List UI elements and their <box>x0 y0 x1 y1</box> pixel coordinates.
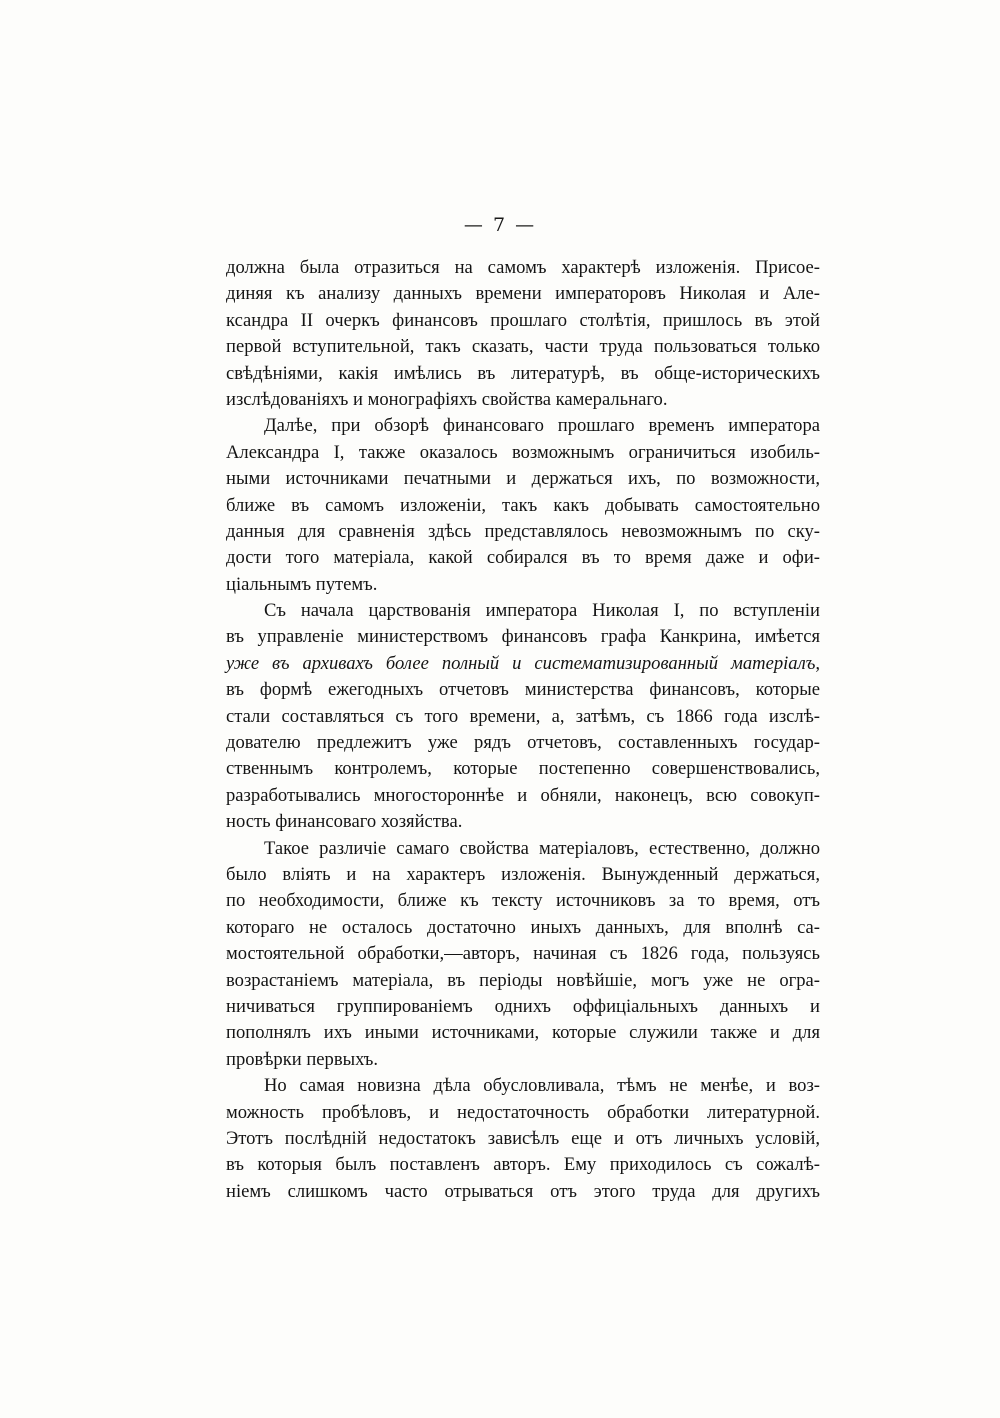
text-line: въ которыя былъ поставленъ авторъ. Ему приходилось съ сожалѣ- <box>226 1154 820 1176</box>
text-line: Александра I, также оказалось возможнымъ ограничиться изобиль- <box>226 441 820 463</box>
text-line: первой вступительной, такъ сказать, части труда пользоваться только <box>226 336 820 358</box>
text-line: ность финансоваго хозяйства. <box>226 811 463 833</box>
text-line: ніемъ слишкомъ часто отрываться отъ этого труда для другихъ <box>226 1180 820 1202</box>
text-line: ціальнымъ путемъ. <box>226 573 378 595</box>
text-line: было вліять и на характеръ изложенія. Вынужденный держаться, <box>226 863 820 885</box>
text-line: мостоятельной обработки,—авторъ, начиная съ 1826 года, пользуясь <box>226 943 820 965</box>
body-text <box>226 255 820 1205</box>
text-line: данныя для сравненія здѣсь представлялось невозможнымъ по ску- <box>226 520 820 542</box>
text-line-italic: уже въ архивахъ более полный и систематизированный матеріалъ, <box>226 652 820 674</box>
text-line: Но самая новизна дѣла обусловливала, тѣмъ не менѣе, и воз- <box>264 1075 820 1097</box>
text-line: изслѣдованіяхъ и монографіяхъ свойства камеральнаго. <box>226 388 668 410</box>
text-line: дователю предлежитъ уже рядъ отчетовъ, составленныхъ государ- <box>226 732 820 754</box>
page-number: — 7 — <box>463 214 537 236</box>
text-line: Такое различіе самаго свойства матеріаловъ, естественно, должно <box>264 837 820 859</box>
text-line: разработывались многостороннѣе и обняли, наконецъ, всю совокуп- <box>226 784 820 806</box>
text-line: ксандра II очеркъ финансовъ прошлаго столѣтія, пришлось въ этой <box>226 309 820 331</box>
text-line: Этотъ послѣдній недостатокъ зависѣлъ еще и отъ личныхъ условій, <box>226 1127 820 1149</box>
text-line: пополнялъ ихъ иными источниками, которые служили также и для <box>226 1022 820 1044</box>
text-line: ничиваться группированіемъ однихъ оффиціальныхъ данныхъ и <box>226 995 820 1017</box>
text-line: Съ начала царствованія императора Николая I, по вступленіи <box>264 600 820 622</box>
text-line: дости того матеріала, какой собирался въ то время даже и офи- <box>226 547 820 569</box>
text-line: должна была отразиться на самомъ характерѣ изложенія. Присое- <box>226 257 820 278</box>
text-line: возрастаніемъ матеріала, въ періоды новѣйшіе, могъ уже не огра- <box>226 969 820 991</box>
text-line: диняя къ анализу данныхъ времени императоровъ Николая и Але- <box>226 283 820 305</box>
text-line: свѣдѣніями, какія имѣлись въ литературѣ, въ обще-историческихъ <box>226 362 820 384</box>
text-line: по необходимости, ближе къ тексту источниковъ за то время, отъ <box>226 890 820 912</box>
text-line: ближе въ самомъ изложеніи, такъ какъ добывать самостоятельно <box>226 494 820 516</box>
text-line: можность пробѣловъ, и недостаточность обработки литературной. <box>226 1101 820 1123</box>
text-line: въ управленіе министерствомъ финансовъ графа Канкрина, имѣется <box>226 626 820 648</box>
text-line: котораго не осталось достаточно иныхъ данныхъ, для вполнѣ са- <box>226 916 820 938</box>
text-line: ственнымъ контролемъ, которые постепенно совершенствовались, <box>226 758 820 780</box>
text-line: въ формѣ ежегодныхъ отчетовъ министерства финансовъ, которые <box>226 679 820 701</box>
text-line: Далѣе, при обзорѣ финансоваго прошлаго временъ императора <box>264 415 820 437</box>
text-line: провѣрки первыхъ. <box>226 1048 378 1070</box>
text-line: стали составляться съ того времени, а, затѣмъ, съ 1866 года изслѣ- <box>226 705 820 727</box>
text-line: ными источниками печатными и держаться ихъ, по возможности, <box>226 468 820 490</box>
